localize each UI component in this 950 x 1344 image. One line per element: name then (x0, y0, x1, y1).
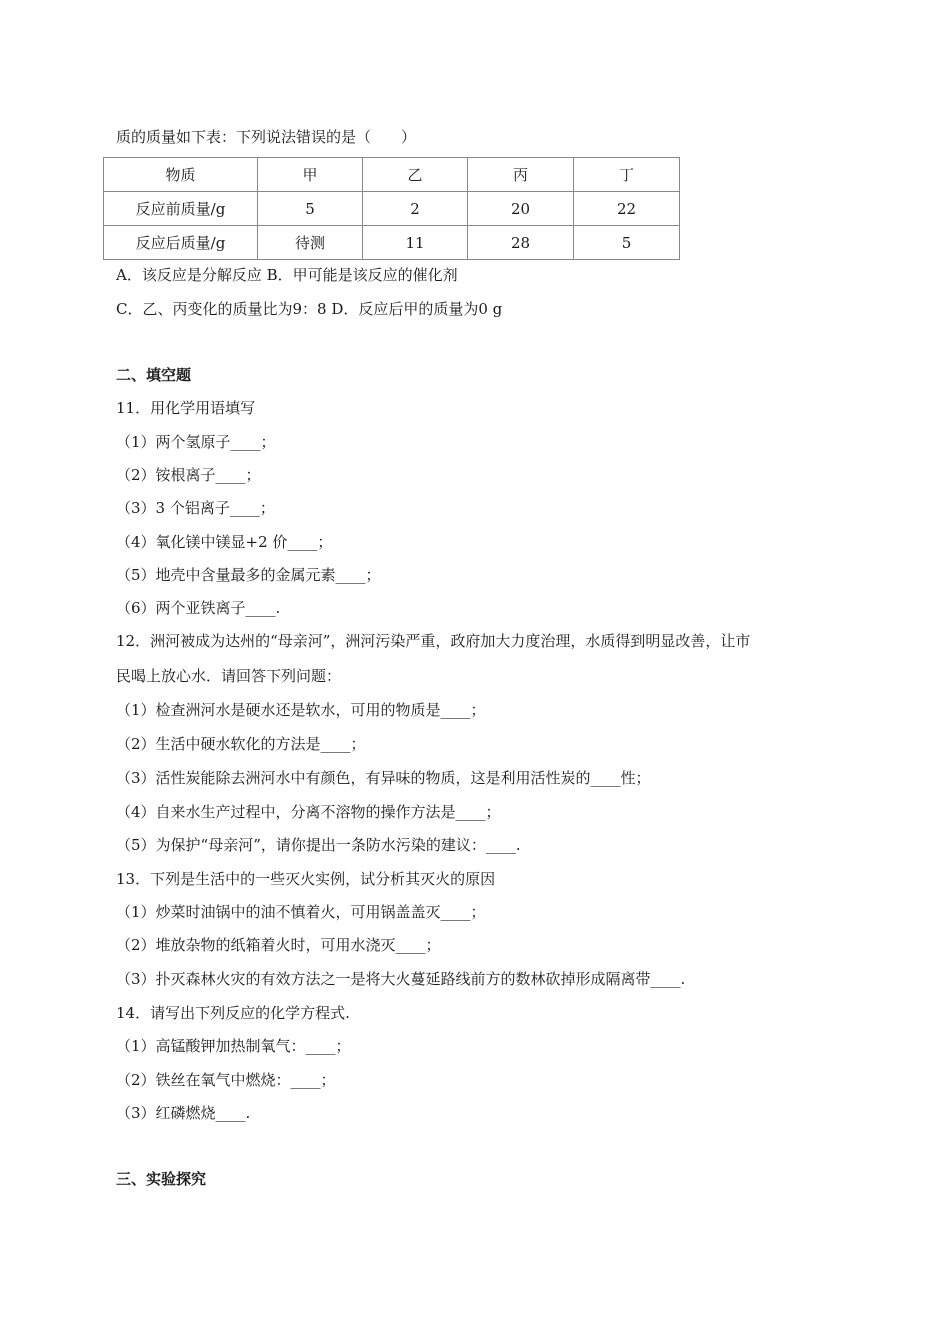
table-cell: 28 (468, 226, 574, 260)
question-item: （1）炒菜时油锅中的油不慎着火，可用锅盖盖灭____； (116, 903, 486, 921)
table-cell: 5 (258, 192, 363, 226)
question-item: （6）两个亚铁离子____. (116, 599, 281, 617)
question-item: （1）两个氢原子____； (116, 433, 276, 451)
table-cell: 乙 (363, 158, 468, 192)
question-item: （3）3 个铝离子____； (116, 499, 275, 517)
table-cell: 物质 (104, 158, 258, 192)
question-item: （2）堆放杂物的纸箱着火时，可用水浇灭____； (116, 936, 441, 954)
table-row (104, 192, 680, 226)
table-cell: 2 (363, 192, 468, 226)
question-item: （2）生活中硬水软化的方法是____； (116, 735, 366, 753)
section-heading: 二、填空题 (116, 366, 192, 384)
question-item: （5）地壳中含量最多的金属元素____； (116, 566, 381, 584)
question-item: （5）为保护“母亲河”，请你提出一条防水污染的建议：____. (116, 836, 521, 854)
table-cell: 丙 (468, 158, 574, 192)
section-heading: 三、实验探究 (116, 1170, 207, 1188)
question-item: （4）自来水生产过程中，分离不溶物的操作方法是____； (116, 803, 501, 821)
table-cell: 待测 (258, 226, 363, 260)
table-cell: 反应前质量/g (104, 192, 258, 226)
mass-table (103, 157, 680, 260)
question-item: （3）扑灭森林火灾的有效方法之一是将大火蔓延路线前方的数林砍掉形成隔离带____. (116, 970, 686, 988)
table-cell: 反应后质量/g (104, 226, 258, 260)
question-stem: 11．用化学用语填写 (116, 399, 256, 417)
question-item: （1）高锰酸钾加热制氧气：____； (116, 1037, 351, 1055)
table-row (104, 226, 680, 260)
table-cell: 甲 (258, 158, 363, 192)
option-line: A．该反应是分解反应 B．甲可能是该反应的催化剂 (116, 266, 458, 284)
table-cell: 22 (574, 192, 680, 226)
question-item: （3）活性炭能除去洲河水中有颜色，有异味的物质，这是利用活性炭的____性； (116, 769, 651, 787)
question-stem: 民喝上放心水．请回答下列问题： (116, 667, 342, 685)
table-cell: 11 (363, 226, 468, 260)
table-cell: 20 (468, 192, 574, 226)
question-item: （1）检查洲河水是硬水还是软水，可用的物质是____； (116, 701, 486, 719)
question-item: （3）红磷燃烧____. (116, 1104, 251, 1122)
question-stem: 14．请写出下列反应的化学方程式. (116, 1004, 350, 1022)
question-stem: 12．洲河被成为达州的“母亲河”，洲河污染严重，政府加大力度治理，水质得到明显改善，让市 (116, 632, 751, 650)
question-item: （2）铁丝在氧气中燃烧：____； (116, 1071, 336, 1089)
question-stem: 13．下列是生活中的一些灭火实例，试分析其灭火的原因 (116, 870, 496, 888)
table-header-row (104, 158, 680, 192)
question-intro: 质的质量如下表：下列说法错误的是（ ） (116, 128, 417, 146)
table-cell: 5 (574, 226, 680, 260)
table-cell: 丁 (574, 158, 680, 192)
option-line: C．乙、丙变化的质量比为9：8 D．反应后甲的质量为0 g (116, 300, 503, 318)
question-item: （2）铵根离子____； (116, 466, 261, 484)
question-item: （4）氧化镁中镁显+2 价____； (116, 533, 333, 551)
